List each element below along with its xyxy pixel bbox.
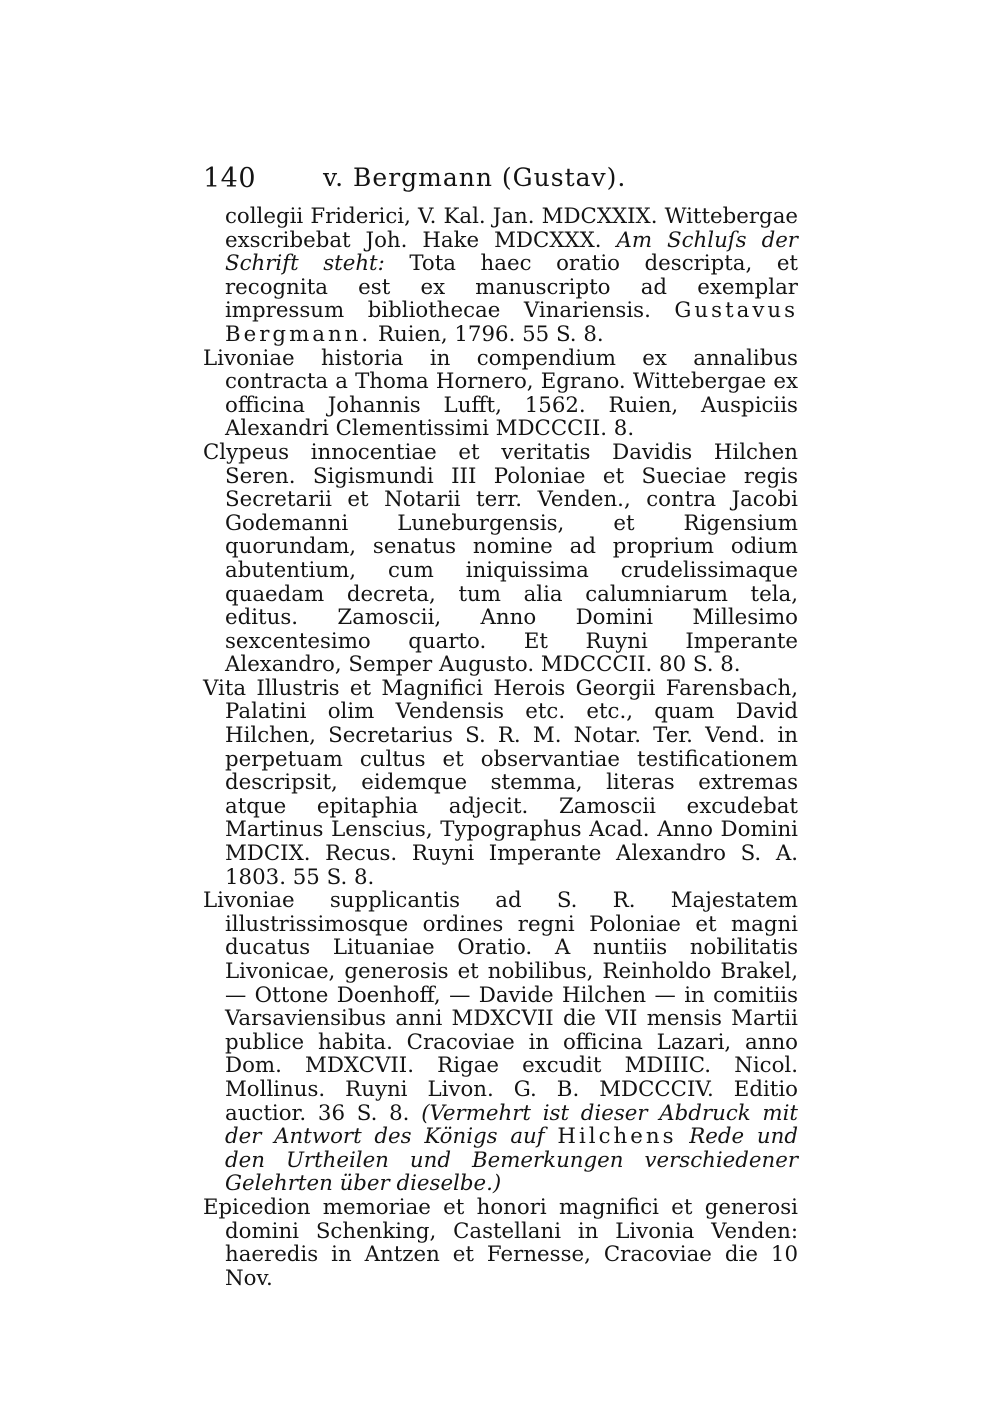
italic-note: (Vermehrt ist dieser Abdruck mit der Antwort des Königs auf [225, 1100, 798, 1150]
page-header [203, 163, 803, 197]
bibliography-text [203, 205, 798, 1290]
italic-note: Rede und den Urtheilen und Bemerkungen verschiedener Gelehrten über dieselbe.) [225, 1124, 798, 1197]
bibliography-entry: Livoniae historia in compendium ex annalibus contracta a Thoma Hornero, Egrano. Wittebergae ex officina Johannis Lufft, 1562. Ruien, Auspiciis Alexandri Clementissimi MDCCCII. 8. [203, 345, 798, 442]
running-head: v. Bergmann (Gustav). [323, 163, 627, 192]
bibliography-entry: Vita Illustris et Magnifici Herois Georgii Farensbach, Palatini olim Vendensis etc. etc., quam David Hilchen, Secretarius S. R. M. Notar. Ter. Vend. in perpetuam cultus et observantiae testificationem descripsit, eidemque stemma, literas extremas atque epitaphia adjecit. Zamoscii excudebat Martinus Lenscius, Typographus Acad. Anno Domini MDCIX. Recus. Ruyni Imperante Alexandro S. A. 1803. 55 S. 8. [203, 675, 798, 890]
spaced-name: Hilchens [557, 1124, 677, 1150]
bibliography-entry: Clypeus innocentiae et veritatis Davidis Hilchen Seren. Sigismundi III Poloniae et Sueciae regis Secretarii et Notarii terr. Venden., contra Jacobi Godemanni Luneburgensis, et Rigensium quorundam, senatus nomine ad proprium odium abutentium, cum iniquissima crudelissimaque quaedam decreta, tum alia calumniarum tela, editus. Zamoscii, Anno Domini Millesimo sexcentesimo quarto. Et Ruyni Imperante Alexandro, Semper Augusto. MDCCCII. 80 S. 8. [203, 439, 798, 678]
spaced-name: Gustavus Bergmann. [225, 298, 798, 347]
entry-text: Tota haec oratio descripta, et recognita est ex manuscripto ad exemplar impressum bibliothecae Vinariensis. [225, 251, 798, 324]
page-number: 140 [203, 163, 257, 194]
entry-text: Livoniae supplicantis ad S. R. Majestatem illustrissimosque ordines regni Poloniae et magni ducatus Lituaniae Oratio. A nuntiis nobilitatis Livonicae, generosis et nobilibus, Reinholdo Brakel, — Ottone Doenhoff, — Davide Hilchen — in comitiis Varsaviensibus anni MDXCVII die VII mensis Martii publice habita. Cracoviae in officina Lazari, anno Dom. MDXCVII. Rigae excudit MDIIIC. Nicol. Mollinus. Ruyni Livon. G. B. MDCCCIV. Editio auctior. 36 S. 8. [203, 888, 798, 1126]
bibliography-entry: Epicedion memoriae et honori magnifici et generosi domini Schenking, Castellani in Livonia Venden: haeredis in Antzen et Fernesse, Cracoviae die 10 Nov. [203, 1194, 798, 1291]
bibliography-entry [203, 889, 798, 1196]
italic-note: Am Schluſs der Schrift steht: [225, 227, 798, 277]
continued-entry [203, 205, 798, 347]
entry-text: Ruien, 1796. 55 S. 8. [377, 321, 604, 347]
entry-text: collegii Friderici, V. Kal. Jan. MDCXXIX. Wittebergae exscribebat Joh. Hake MDCXXX. [225, 204, 798, 253]
